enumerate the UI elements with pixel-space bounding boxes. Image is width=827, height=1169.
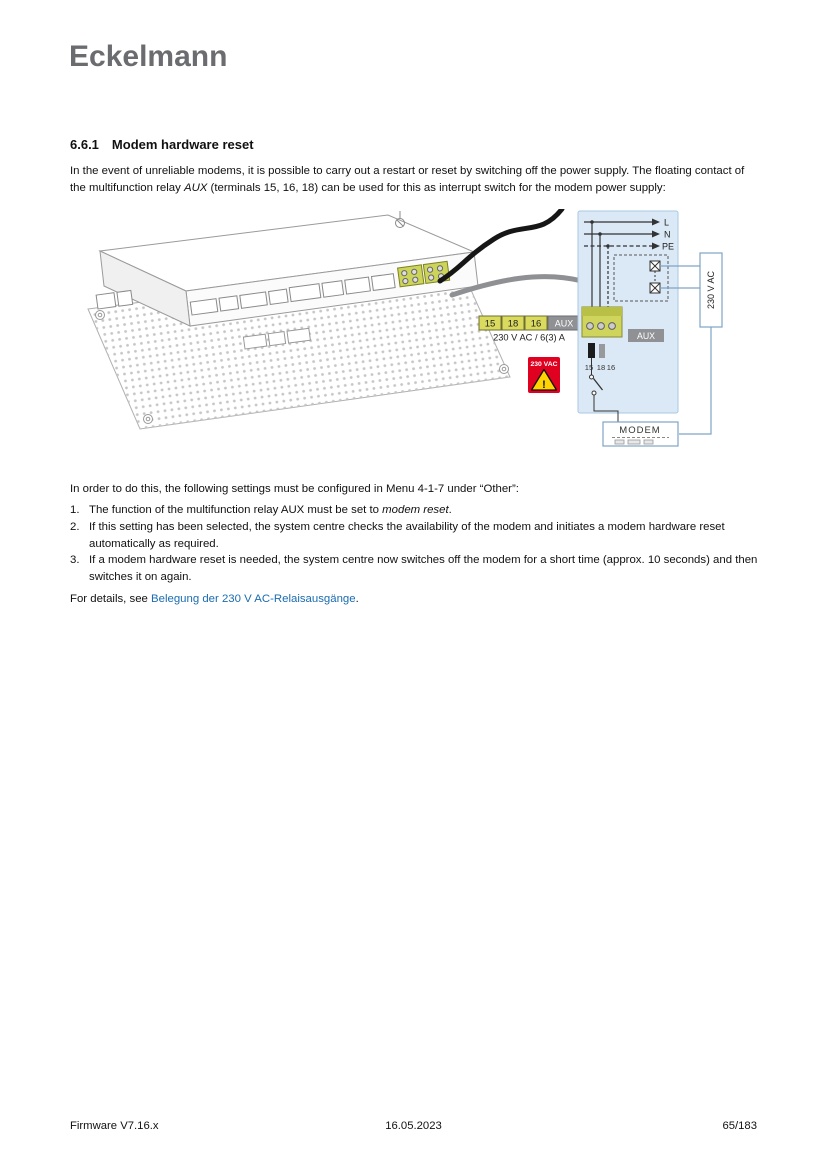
settings-intro-paragraph: In order to do this, the following settings must be configured in Menu 4-1-7 under “Other”: [70, 482, 519, 495]
line-label-l: L [664, 217, 670, 228]
wiring-diagram [70, 209, 760, 460]
list-item-text [89, 502, 760, 519]
company-logo: Eckelmann [69, 40, 228, 73]
voltage-box [679, 253, 722, 434]
details-text: For details, see [70, 593, 152, 606]
list-item-text: If a modem hardware reset is needed, the system centre now switches off the modem for a short time (approx. 10 seconds) and then switches it on again. [89, 554, 758, 583]
list-item-number: 2. [70, 520, 80, 533]
list-item-text-part: The function of the multifunction relay AUX must be set to [89, 504, 383, 517]
list-item-text: If this setting has been selected, the system centre checks the availability of the modem and initiates a modem hardware reset automatically as required. [89, 520, 725, 550]
list-item-1 [70, 502, 760, 519]
modem-label: MODEM [619, 425, 661, 437]
list-item-number: 1. [70, 504, 80, 517]
high-voltage-warning-icon [528, 357, 560, 393]
section-title: Modem hardware reset [111, 137, 254, 152]
list-item-number: 3. [70, 554, 80, 567]
section-heading [70, 137, 760, 153]
relay-outputs-link[interactable]: Belegung der 230 V AC-Relaisausgänge [151, 593, 356, 606]
footer-page-number: 65/183 [722, 1120, 757, 1132]
schematic-terminal-18: 18 [596, 363, 606, 373]
terminal-label-row [479, 316, 580, 343]
footer-firmware-version: Firmware V7.16.x [70, 1120, 159, 1132]
wiring-diagram-svg [70, 209, 740, 454]
warning-exclamation: ! [542, 379, 546, 392]
list-item-2 [70, 519, 760, 552]
modem-box [603, 422, 678, 446]
terminal-cell-18: 18 [507, 318, 519, 330]
settings-list [70, 502, 760, 585]
list-item-3 [70, 552, 760, 585]
list-item-emphasis: modem reset [382, 504, 449, 517]
warning-voltage-text: 230 VAC [530, 361, 558, 369]
terminal-cell-aux: AUX [554, 318, 574, 329]
details-paragraph [70, 591, 760, 608]
schematic-aux-label: AUX [636, 330, 656, 341]
rating-label: 230 V AC / 6(3) A [493, 332, 565, 343]
schematic-aux-terminal [582, 307, 622, 337]
modem-connectors [615, 440, 653, 444]
list-item-text-part: . [448, 504, 452, 517]
intro-paragraph [70, 163, 760, 196]
footer-date: 16.05.2023 [385, 1120, 442, 1132]
black-wire-end [588, 343, 595, 358]
line-label-pe: PE [662, 241, 675, 252]
intro-aux-italic: AUX [183, 181, 208, 194]
voltage-label: 230 V AC [706, 271, 716, 310]
intro-text-2: (terminals 15, 16, 18) can be used for this as interrupt switch for the modem power supply: [207, 181, 666, 194]
schematic-terminal-15: 15 [584, 363, 594, 373]
page-content [70, 137, 760, 608]
intro-text-1: In the event of unreliable modems, it is possible to carry out a restart or reset by switching off the power supply. The floating contact of the multifunction relay [70, 165, 745, 194]
gray-wire-end [599, 344, 605, 358]
section-number: 6.6.1 [70, 137, 99, 152]
terminal-cell-16: 16 [530, 318, 542, 330]
schematic-panel [578, 211, 700, 422]
terminal-cell-15: 15 [484, 318, 496, 330]
page-footer [70, 1120, 757, 1132]
line-label-n: N [664, 229, 671, 240]
schematic-terminal-16: 16 [606, 363, 616, 373]
details-text-end: . [355, 593, 359, 606]
